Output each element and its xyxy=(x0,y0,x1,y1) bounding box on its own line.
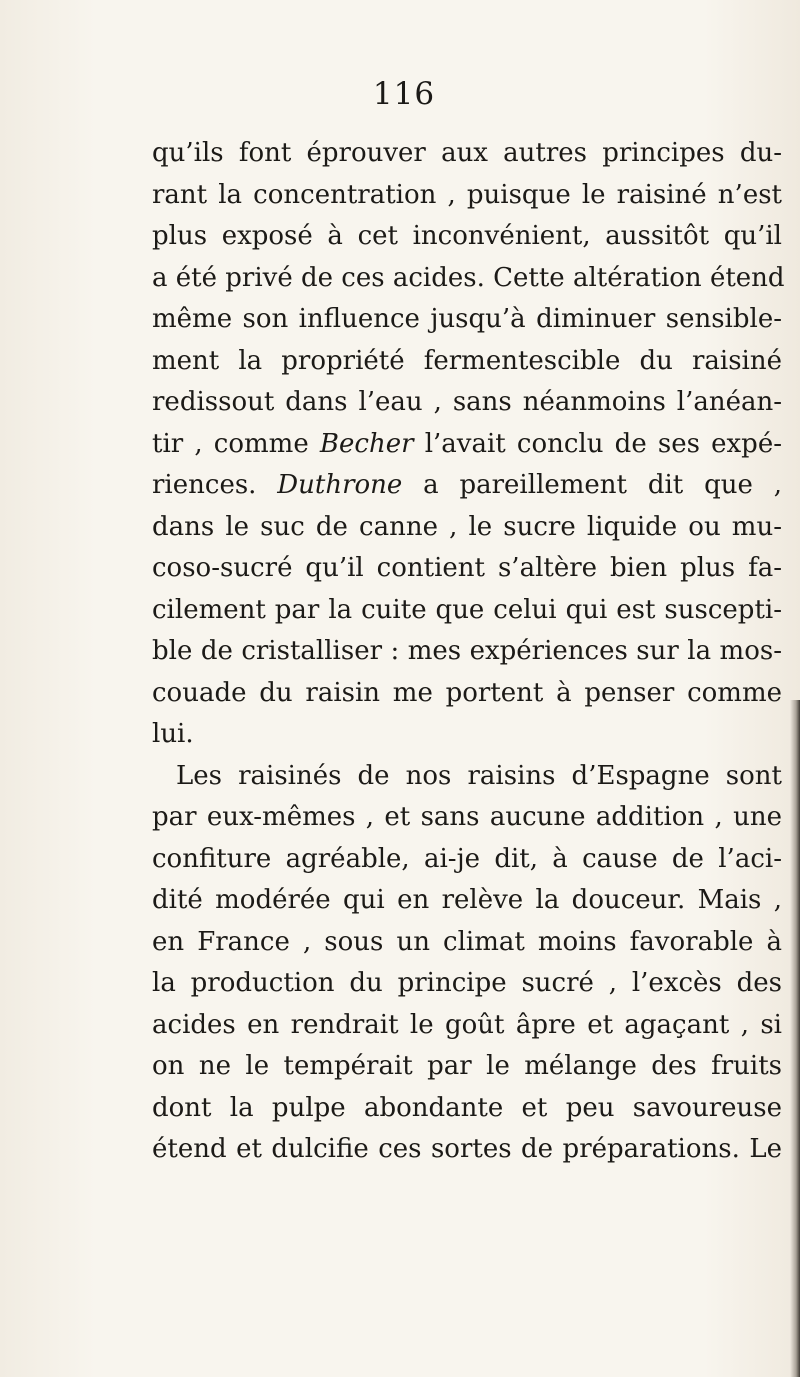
text-line: la production du principe sucré , l’excès des xyxy=(152,968,782,998)
italic-name: Becher xyxy=(319,428,414,459)
text-line: dont la pulpe abondante et peu savoureuse xyxy=(152,1092,782,1123)
text-line: Les raisinés de nos raisins d’Espagne sont xyxy=(176,760,782,791)
text-segment: l’avait conclu de ses expé- xyxy=(413,428,782,459)
text-line: par eux-mêmes , et sans aucune addition , une xyxy=(152,802,782,832)
text-line: dans le suc de canne , le sucre liquide ou mu- xyxy=(152,511,782,542)
text-line: couade du raisin me portent à penser comme xyxy=(152,677,782,708)
text-line: ble de cristalliser : mes expériences sur la mos- xyxy=(152,636,782,666)
text-line: a été privé de ces acides. Cette altération étend xyxy=(152,262,785,293)
text-line: en France , sous un climat moins favorable à xyxy=(152,926,782,957)
text-line: redissout dans l’eau , sans néanmoins l’anéan- xyxy=(152,387,782,417)
text-line: lui. xyxy=(152,719,194,749)
text-line: étend et dulcifie ces sortes de préparations. Le xyxy=(152,1134,782,1164)
text-line: confiture agréable, ai-je dit, à cause de l’aci- xyxy=(152,843,782,874)
text-line xyxy=(152,465,782,507)
text-segment: tir , comme xyxy=(152,428,320,459)
text-line xyxy=(152,424,782,466)
text-line: rant la concentration , puisque le raisiné n’est xyxy=(152,179,782,210)
text-line: cilement par la cuite que celui qui est suscepti- xyxy=(152,594,782,625)
text-line: même son influence jusqu’à diminuer sensible- xyxy=(152,304,782,334)
text-line: on ne le tempérait par le mélange des fruits xyxy=(152,1051,782,1081)
text-line: qu’ils font éprouver aux autres principes du- xyxy=(152,138,782,168)
text-line: ment la propriété fermentescible du raisiné xyxy=(152,345,782,376)
body-text xyxy=(152,133,785,1171)
text-segment: riences. xyxy=(152,470,278,500)
text-line: plus exposé à cet inconvénient, aussitôt qu’il xyxy=(152,221,782,251)
text-segment: a pareillement dit que , xyxy=(402,470,782,500)
text-line: coso-sucré qu’il contient s’altère bien plus fa- xyxy=(152,553,782,583)
text-line: acides en rendrait le goût âpre et agaçant , si xyxy=(152,1009,782,1040)
italic-name: Duthrone xyxy=(277,470,403,500)
page-edge-shadow xyxy=(790,700,800,1377)
page-number: 116 xyxy=(372,76,436,112)
text-line: dité modérée qui en relève la douceur. Mais , xyxy=(152,885,782,915)
